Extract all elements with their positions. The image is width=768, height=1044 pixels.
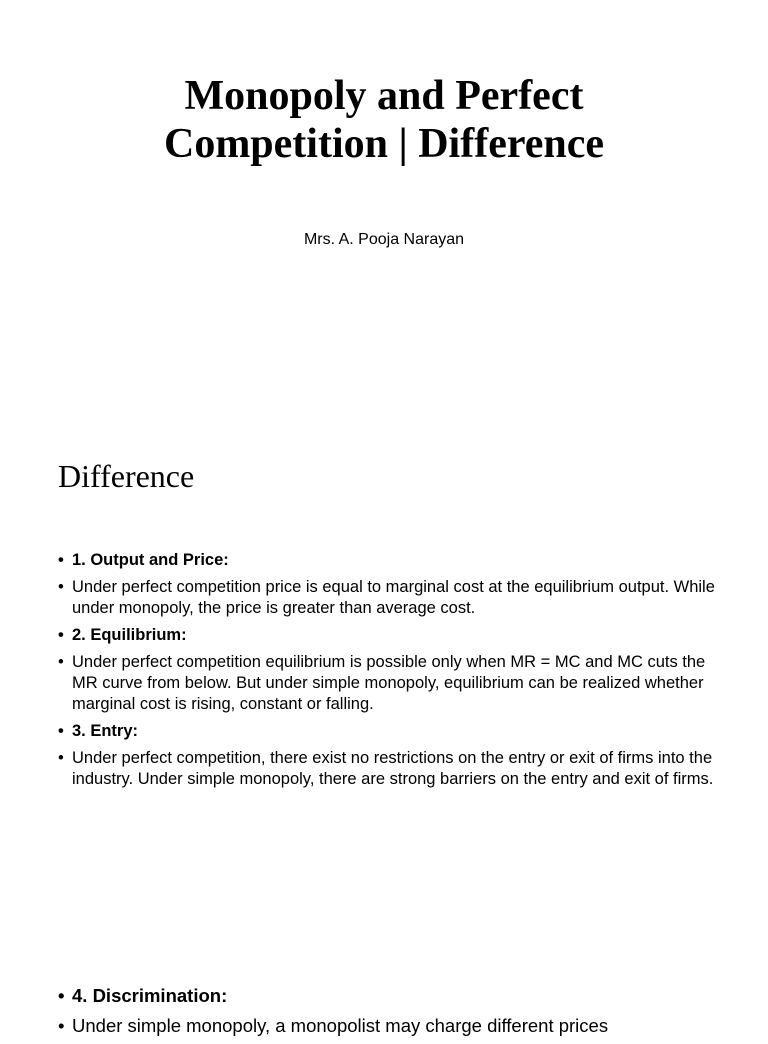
slide-title-line-1: Monopoly and Perfect xyxy=(184,73,584,119)
bullet-subheading-entry: • 3. Entry: xyxy=(58,721,718,742)
bullet-list xyxy=(58,984,738,1044)
author-name: Mrs. A. Pooja Narayan xyxy=(303,231,465,248)
slide-title xyxy=(0,72,768,168)
bullet-text-output-price: • Under perfect competition price is equal to marginal cost at the equilibrium output. While under monopoly, the price is greater than average cost. xyxy=(58,577,718,619)
bullet-text-discrimination: • Under simple monopoly, a monopolist may charge different prices xyxy=(58,1014,738,1038)
slide-heading: Difference xyxy=(58,458,195,494)
bullet-list xyxy=(58,550,718,796)
bullet-text-entry: • Under perfect competition, there exist no restrictions on the entry or exit of firms into the industry. Under simple monopoly, there are strong barriers on the entry and exit of firms. xyxy=(58,748,718,790)
bullet-subheading-equilibrium: • 2. Equilibrium: xyxy=(58,625,718,646)
bullet-subheading-discrimination: • 4. Discrimination: xyxy=(58,984,738,1008)
bullet-text-equilibrium: • Under perfect competition equilibrium is possible only when MR = MC and MC cuts the MR curve from below. But under simple monopoly, equilibrium can be realized whether marginal cost is rising, constant or falling. xyxy=(58,652,718,715)
title-slide xyxy=(0,0,768,432)
difference-slide xyxy=(0,432,768,864)
discrimination-slide xyxy=(0,864,768,1036)
bullet-subheading-output-price: • 1. Output and Price: xyxy=(58,550,718,571)
slide-title-line-2: Competition | Difference xyxy=(163,121,604,167)
